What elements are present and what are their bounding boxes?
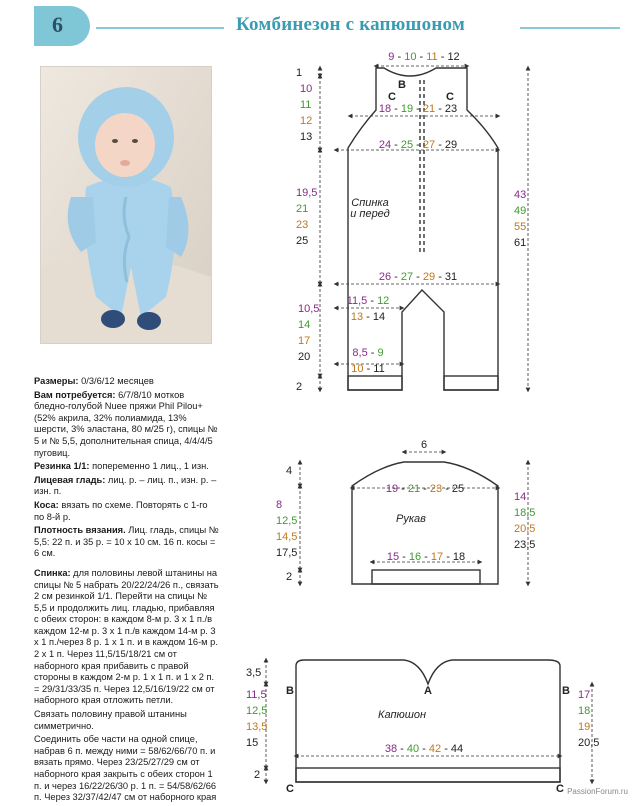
sleeve-left-mid-3: 17,5 (276, 547, 298, 559)
hood-dimension-lines (266, 660, 592, 782)
body-right-total-0: 43 (514, 189, 527, 201)
body-right-total-1: 49 (514, 205, 527, 217)
body-leg-width-a: 11,5 - 12 (346, 295, 390, 307)
body-cuff-right (444, 376, 498, 390)
hood-outline (296, 660, 560, 782)
body-left-body-1: 21 (296, 203, 309, 215)
body-left-leg-0: 10,5 (298, 303, 320, 315)
hood-name: Капюшон (378, 709, 427, 721)
body-cuff-width-a: 8,5 - 9 (352, 347, 384, 359)
sleeve-right-1: 18,5 (514, 507, 536, 519)
hood-right-0: 17 (578, 689, 591, 701)
body-outline (348, 68, 498, 390)
hood-left-3: 15 (246, 737, 259, 749)
sleeve-top-label: 6 (420, 439, 428, 451)
sleeve-left-mid-2: 14,5 (276, 531, 298, 543)
body-waist-width-label: 24 - 25 - 27 - 29 (378, 139, 458, 151)
body-left-leg-3: 20 (298, 351, 311, 363)
body-cuff-left (348, 376, 402, 390)
sleeve-outline (352, 462, 498, 584)
hood-left-top-0: 3,5 (246, 667, 262, 679)
body-left-top-0: 1 (296, 67, 303, 79)
materials-paragraph: Вам потребуется: 6/7/8/10 мотков бледно-голубой Nuee пряжи Phil Pilou+ (52% акрила, 32% полиамида, 13% шерсти, 3% эластана, 80 м/25 г), спицы № 5 и № 5,5, дополнительная спица, 4/4/4/5 пуговиц. (34, 389, 218, 458)
diagram-labels (246, 51, 599, 795)
body-hip-width-label: 26 - 27 - 29 - 31 (378, 271, 458, 283)
sleeve-left-mid-0: 8 (276, 499, 283, 511)
body-left-leg-1: 14 (298, 319, 311, 331)
hood-point-c-left: C (286, 783, 294, 795)
sleeve-right-3: 23,5 (514, 539, 536, 551)
body-dimension-lines (320, 66, 528, 390)
header-rule-right (520, 27, 620, 29)
body-point-c-right: C (446, 91, 454, 103)
header-rule-left (96, 27, 224, 29)
hood-point-a: A (424, 685, 432, 697)
hood-right-3: 20,5 (578, 737, 600, 749)
hood-left-1: 12,5 (246, 705, 268, 717)
stockinette-paragraph: Лицевая гладь: лиц. р. – лиц. п., изн. р. – изн. п. (34, 474, 217, 497)
baby-illustration (41, 67, 211, 343)
body-left-armhole-3: 13 (300, 131, 313, 143)
hood-right-1: 18 (578, 705, 591, 717)
right-leg-paragraph: Связать половину правой штанины симметрично. (34, 709, 187, 731)
body-left-armhole-0: 10 (300, 83, 313, 95)
body-top-width-label: 9 - 10 - 11 - 12 (388, 51, 460, 63)
hood-diagram (296, 660, 560, 782)
body-diagram (348, 68, 498, 390)
body-left-body-0: 19,5 (296, 187, 318, 199)
sizes-paragraph: Размеры: 0/3/6/12 месяцев (34, 376, 154, 386)
body-point-c-left: C (388, 91, 396, 103)
body-left-leg-2: 17 (298, 335, 311, 347)
sleeve-right-0: 14 (514, 491, 527, 503)
sleeve-left-mid-1: 12,5 (276, 515, 298, 527)
hood-left-0: 11,5 (246, 689, 267, 701)
hood-point-c-right: C (556, 783, 564, 795)
join-paragraph: Соединить обе части на одной спице, набрав 6 п. между ними = 58/62/66/70 п. и вязать прямо. Через 23/25/27/29 см от наборного края закрыть с обеих сторон 1 п. и через 16/22/26/30 р. 1 п. = 54/58/62/66 п. Через 32/37/42/47 см от наборного края (34, 734, 217, 803)
gauge-paragraph: Плотность вязания. Лиц. гладь, спицы № 5,5: 22 п. и 35 р. = 10 х 10 см. 16 п. косы = 6 см. (34, 525, 219, 559)
body-name-line1: Спинка (351, 197, 389, 209)
source-watermark: PassionForum.ru (567, 787, 628, 796)
body-cuff-width-b: 10 - 11 (351, 363, 385, 375)
sleeve-left-top-0: 4 (286, 465, 293, 477)
hood-left-2: 13,5 (246, 721, 268, 733)
body-chest-width-label: 18 - 19 - 21 - 23 (378, 103, 458, 115)
sleeve-right-2: 20,5 (514, 523, 536, 535)
sleeve-cuff (372, 570, 480, 584)
body-left-armhole-1: 11 (300, 99, 312, 111)
sleeve-diagram (352, 462, 498, 584)
body-leg-width-b: 13 - 14 (350, 311, 386, 323)
body-left-body-3: 25 (296, 235, 309, 247)
page-title: Комбинезон с капюшоном (236, 14, 465, 35)
hood-point-b-left: B (286, 685, 294, 697)
sleeve-dimension-lines (300, 452, 528, 584)
hood-left-bottom-0: 2 (254, 769, 261, 781)
body-right-total-3: 61 (514, 237, 527, 249)
sleeve-top-width-label: 19 - 21 - 23 - 25 (385, 483, 465, 495)
body-left-body-2: 23 (296, 219, 309, 231)
hood-width-label: 38 - 40 - 42 - 44 (384, 743, 464, 755)
back-paragraph: Спинка: для половины левой штанины на спицы № 5 набрать 20/22/24/26 п., связать 2 см резинкой 1/1. Перейти на спицы № 5,5 и продолжить лиц. гладью, прибавляя с обеих сторон: в каждом 8-м р. 3 х 1 п./в каждом 12-м р. 3 х 1 п./в каждом 14-м р. 3 х 1 п./через 8 р. 1 х 1 п. и в каждом 16-м р. 2 х 1 п. Через 11,5/15/18/21 см от наборного края прибавить с правой стороны в каждом 2-м р. 1 х 1 п. и 1 х 2 п. = 29/31/33/35 п. Через 12,5/16/19/22 см от наборного края отложить петли. (34, 567, 219, 706)
body-left-armhole-2: 12 (300, 115, 313, 127)
cable-paragraph: Коса: вязать по схеме. Повторять с 1-го по 8-й р. (34, 499, 208, 522)
baby-photo (40, 66, 212, 344)
instructions-text (34, 376, 220, 806)
hood-right-2: 19 (578, 721, 591, 733)
body-name-line2: и перед (350, 208, 390, 220)
rib-paragraph: Резинка 1/1: попеременно 1 лиц., 1 изн. (34, 461, 209, 472)
hood-point-b-right: B (562, 685, 570, 697)
sleeve-bottom-width-label: 15 - 16 - 17 - 18 (386, 551, 466, 563)
hood-border (296, 768, 560, 782)
body-right-total-2: 55 (514, 221, 527, 233)
page-number: 6 (52, 12, 63, 37)
body-point-b: B (398, 79, 406, 91)
sleeve-left-bottom-0: 2 (286, 571, 293, 583)
sleeve-name: Рукав (396, 513, 426, 525)
body-left-bottom-0: 2 (296, 381, 303, 393)
